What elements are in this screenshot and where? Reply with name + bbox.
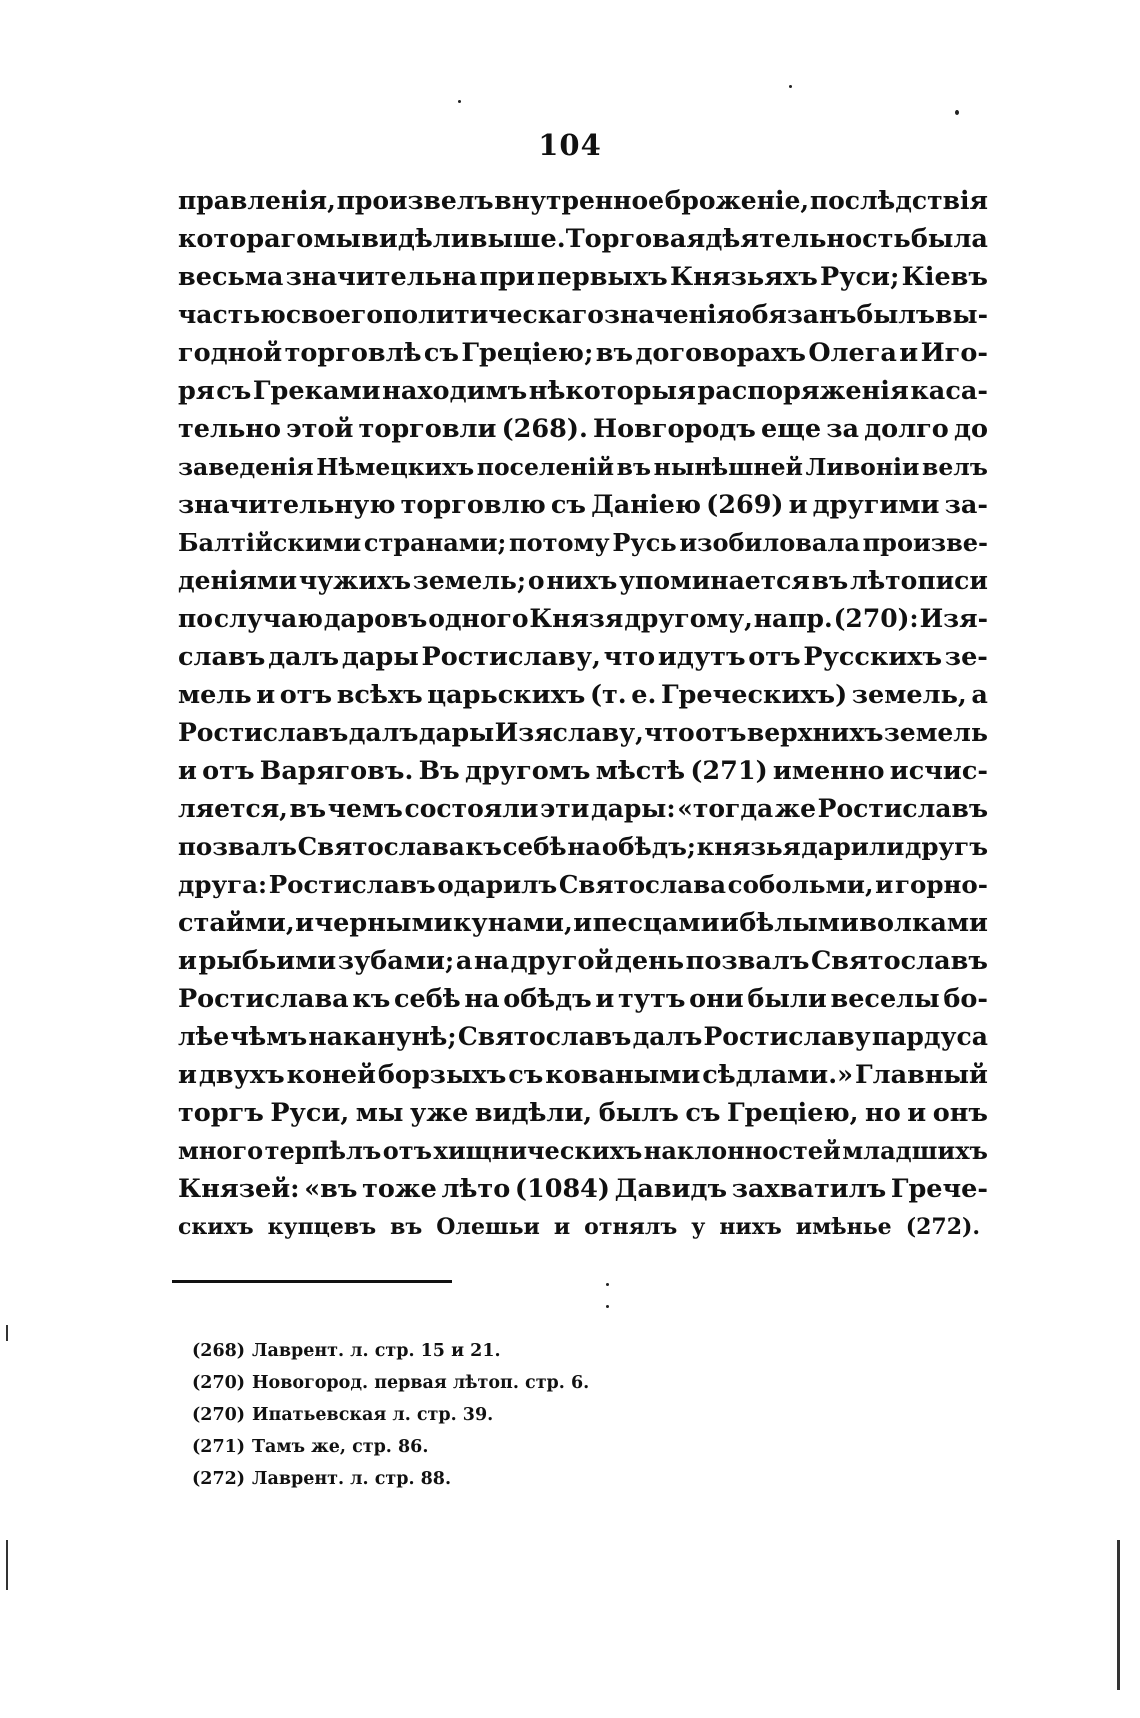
word: вы- xyxy=(935,300,988,329)
word: находимъ xyxy=(382,376,528,406)
word: себѣ xyxy=(394,984,461,1014)
word: Ростиславъ xyxy=(268,870,436,899)
text-line xyxy=(178,1132,988,1170)
text-line xyxy=(178,638,988,676)
word: день xyxy=(614,946,685,976)
text-line xyxy=(178,1018,988,1056)
word: этой xyxy=(286,414,354,444)
word: Греческихъ) xyxy=(660,680,848,710)
text-line xyxy=(178,866,988,904)
word: на xyxy=(464,984,500,1014)
footnotes xyxy=(192,1335,792,1495)
footnote xyxy=(192,1431,792,1463)
word: въ xyxy=(616,453,651,481)
word: Греціею; xyxy=(461,338,594,368)
word: хищническихъ xyxy=(433,1136,643,1165)
word: рыбьими xyxy=(198,946,337,976)
word: Русь xyxy=(612,528,677,557)
text-line xyxy=(178,334,988,372)
word: волками xyxy=(859,908,988,938)
word: онъ xyxy=(932,1098,988,1128)
word: отъ xyxy=(748,642,801,672)
word: Руси; xyxy=(820,262,900,292)
word: каса- xyxy=(910,376,988,406)
word: внутренное xyxy=(494,186,665,215)
footnote xyxy=(192,1399,792,1431)
footnote-separator xyxy=(172,1280,452,1283)
word: одного xyxy=(428,604,529,633)
word: нѣкоторыя xyxy=(528,376,696,406)
word: Варяговъ. xyxy=(259,756,414,786)
word: купцевъ xyxy=(267,1214,377,1240)
word: распоряженія xyxy=(697,376,909,406)
word: бѣлыми xyxy=(739,908,859,938)
word: ляется, xyxy=(178,794,288,823)
word: годной xyxy=(178,338,283,368)
word: верхнихъ xyxy=(746,718,884,747)
word: скихъ xyxy=(178,1214,254,1240)
word: политическаго xyxy=(383,300,604,329)
word: позвалъ xyxy=(178,832,297,861)
word: исчис- xyxy=(889,756,988,786)
word: веселы xyxy=(830,984,940,1014)
word: первыхъ xyxy=(536,262,668,292)
word: заведенія xyxy=(178,453,314,481)
word: и xyxy=(899,338,919,368)
word: весьма xyxy=(178,262,284,292)
scan-speck xyxy=(606,1305,609,1308)
word: Князей: xyxy=(178,1174,300,1204)
word: торговли xyxy=(358,414,497,444)
text-line xyxy=(178,790,988,828)
text-line xyxy=(178,1056,988,1094)
word: Святославъ xyxy=(810,946,988,976)
word: Кіевъ xyxy=(901,262,988,292)
word: Греціею, xyxy=(727,1098,859,1128)
word: и xyxy=(553,1214,571,1240)
word: дѣятельность xyxy=(705,224,911,254)
word: что xyxy=(644,718,695,747)
word: значительную xyxy=(178,490,396,520)
word: собольми, xyxy=(727,870,874,899)
word: одарилъ xyxy=(437,870,558,899)
word: правленія, xyxy=(178,186,336,215)
word: далъ xyxy=(632,1022,703,1051)
text-line xyxy=(178,828,988,866)
text-line xyxy=(178,980,988,1018)
word: мѣстѣ xyxy=(595,756,686,786)
word: песцами xyxy=(592,908,720,938)
word: съ xyxy=(216,376,252,406)
word: обѣдъ; xyxy=(601,832,696,861)
word: Святослава xyxy=(558,870,727,899)
word: позвалъ xyxy=(685,946,810,976)
word: «тогда xyxy=(677,794,774,823)
footnote-ref: (268) xyxy=(192,1341,246,1361)
text-line xyxy=(178,676,988,714)
word: (269) xyxy=(706,490,784,520)
text-line xyxy=(178,524,988,562)
word: младшихъ xyxy=(842,1136,988,1165)
word: отъ xyxy=(202,756,255,786)
word: въ xyxy=(595,338,634,368)
text-line xyxy=(178,562,988,600)
word: Святославъ xyxy=(457,1022,632,1051)
word: за- xyxy=(944,490,988,520)
word: и xyxy=(178,946,197,976)
text-line xyxy=(178,600,988,638)
text-line xyxy=(178,410,988,448)
word: упоминается xyxy=(619,566,810,595)
word: по xyxy=(178,604,213,633)
word: они xyxy=(689,984,744,1014)
main-text xyxy=(178,182,988,1246)
word: Русскихъ xyxy=(803,642,943,672)
word: обязанъ xyxy=(735,300,857,329)
scan-speck xyxy=(955,110,959,115)
word: Ростиславу xyxy=(703,1022,871,1051)
word: произвелъ xyxy=(336,186,494,215)
word: была xyxy=(910,224,988,254)
word: и xyxy=(256,680,276,710)
footnote-ref: (270) xyxy=(192,1373,246,1393)
word: другъ xyxy=(905,832,988,861)
footnote-ref: (271) xyxy=(192,1437,246,1457)
word: отъ xyxy=(695,718,747,747)
word: деніями xyxy=(178,566,298,595)
word: отъ xyxy=(279,680,333,710)
word: съ xyxy=(423,338,459,368)
word: а xyxy=(971,680,988,710)
word: Князя xyxy=(529,604,624,633)
word: договорахъ xyxy=(635,338,806,368)
text-line xyxy=(178,1170,988,1208)
word: были xyxy=(747,984,827,1014)
word: Давидъ xyxy=(614,1174,728,1204)
text-line xyxy=(178,258,988,296)
word: именно xyxy=(772,756,885,786)
word: въ xyxy=(811,566,849,595)
word: бо- xyxy=(943,984,988,1014)
word: (272). xyxy=(905,1214,981,1240)
word: изобиловала xyxy=(679,528,860,557)
word: идутъ xyxy=(657,642,746,672)
word: ря xyxy=(178,376,215,406)
word: (т. xyxy=(589,680,627,710)
word: съ xyxy=(550,490,586,520)
word: поселеній xyxy=(476,453,614,481)
word: земель, xyxy=(851,680,967,710)
footnote-ref: (270) xyxy=(192,1405,246,1425)
word: Торговая xyxy=(565,224,706,254)
word: другому, xyxy=(624,604,753,633)
word: же xyxy=(774,794,817,823)
word: потому xyxy=(509,528,610,557)
word: (1084) xyxy=(514,1174,610,1204)
word: тоже xyxy=(362,1174,437,1204)
word: даровъ xyxy=(323,604,428,633)
word: себѣ xyxy=(502,832,567,861)
word: былъ xyxy=(856,300,936,329)
word: и xyxy=(178,1060,197,1090)
word: странами; xyxy=(363,528,507,557)
word: нихъ xyxy=(546,566,618,595)
word: кунами, xyxy=(452,908,573,938)
word: мы xyxy=(355,1098,404,1128)
word: стайми, xyxy=(178,908,295,938)
word: съ xyxy=(685,1098,721,1128)
word: Въ xyxy=(418,756,460,786)
word: Греками xyxy=(252,376,381,406)
word: зубами; xyxy=(337,946,455,976)
word: Ростиславъ xyxy=(178,718,349,747)
word: (268). xyxy=(501,414,588,444)
text-line xyxy=(178,904,988,942)
footnote-text: Лаврент. л. стр. 15 и 21. xyxy=(252,1341,501,1361)
word: значительна xyxy=(285,262,478,292)
word: «въ xyxy=(304,1174,358,1204)
word: случаю xyxy=(213,604,323,633)
footnote xyxy=(192,1463,792,1495)
text-line xyxy=(178,372,988,410)
word: Ливоніи xyxy=(805,453,920,481)
word: захватилъ xyxy=(731,1174,887,1204)
text-line xyxy=(178,220,988,258)
word: (270): xyxy=(833,604,919,633)
word: чѣмъ xyxy=(230,1022,308,1051)
text-line xyxy=(178,714,988,752)
word: былъ xyxy=(598,1098,679,1128)
word: котораго xyxy=(178,224,314,254)
word: торговлю xyxy=(400,490,546,520)
word: и xyxy=(875,870,894,899)
word: борзыхъ xyxy=(377,1060,507,1090)
word: Олешьи xyxy=(436,1214,540,1240)
word: земель xyxy=(883,718,988,747)
word: Балтійскими xyxy=(178,528,362,557)
word: торгъ xyxy=(178,1098,264,1128)
word: до xyxy=(953,414,988,444)
word: броженіе, xyxy=(664,186,810,215)
word: Иго- xyxy=(920,338,988,368)
word: Грече- xyxy=(890,1174,988,1204)
footnote-ref: (272) xyxy=(192,1469,246,1489)
word: коваными xyxy=(545,1060,701,1090)
word: Ростислава xyxy=(178,984,349,1014)
word: всѣхъ xyxy=(336,680,423,710)
word: пардуса xyxy=(871,1022,988,1051)
word: Ростиславъ xyxy=(817,794,988,823)
word: въ xyxy=(390,1214,423,1240)
scan-edge-mark xyxy=(6,1540,8,1590)
word: е. xyxy=(631,680,657,710)
word: Ростиславу, xyxy=(421,642,601,672)
text-line xyxy=(178,486,988,524)
word: дары: xyxy=(590,794,676,823)
word: долго xyxy=(864,414,949,444)
word: наклонностей xyxy=(643,1136,841,1165)
word: напр. xyxy=(753,604,833,633)
text-line xyxy=(178,1094,988,1132)
word: Олега xyxy=(808,338,897,368)
word: при xyxy=(479,262,535,292)
word: лѣтописи xyxy=(849,566,988,595)
footnote-text: Ипатьевская л. стр. 39. xyxy=(252,1405,494,1425)
word: терпѣлъ xyxy=(264,1136,382,1165)
word: горно- xyxy=(894,870,988,899)
text-line xyxy=(178,942,988,980)
word: еще xyxy=(761,414,822,444)
word: мель xyxy=(178,680,252,710)
scan-speck xyxy=(458,100,461,103)
word: другими xyxy=(812,490,940,520)
footnote-text: Новогород. первая лѣтоп. стр. 6. xyxy=(252,1373,590,1393)
word: что xyxy=(603,642,656,672)
word: и xyxy=(788,490,808,520)
word: о xyxy=(527,566,545,595)
text-line xyxy=(178,448,988,486)
word: далъ xyxy=(348,718,419,747)
word: торговлѣ xyxy=(284,338,422,368)
word: Изяславу, xyxy=(494,718,644,747)
word: и xyxy=(595,984,615,1014)
word: тельно xyxy=(178,414,281,444)
word: Князьяхъ xyxy=(669,262,818,292)
word: состояли xyxy=(404,794,539,823)
word: чемъ xyxy=(327,794,403,823)
scan-edge-mark xyxy=(1117,1540,1120,1690)
word: имѣнье xyxy=(795,1214,892,1240)
word: и xyxy=(573,908,593,938)
scan-speck xyxy=(606,1283,609,1286)
word: а xyxy=(455,946,473,976)
page-number: 104 xyxy=(538,128,602,162)
text-line xyxy=(178,296,988,334)
word: обѣдъ xyxy=(503,984,592,1014)
scan-edge-mark xyxy=(6,1325,8,1341)
word: Изя- xyxy=(919,604,988,633)
text-line xyxy=(178,182,988,220)
word: произве- xyxy=(862,528,988,557)
word: земель; xyxy=(412,566,527,595)
word: на xyxy=(567,832,602,861)
word: черными xyxy=(314,908,453,938)
word: къ xyxy=(465,832,502,861)
word: другой xyxy=(510,946,614,976)
word: лѣто xyxy=(441,1174,511,1204)
footnote xyxy=(192,1335,792,1367)
word: дарили xyxy=(801,832,905,861)
text-line xyxy=(178,752,988,790)
word: къ xyxy=(352,984,391,1014)
word: чужихъ xyxy=(298,566,412,595)
word: мы xyxy=(313,224,362,254)
word: князья xyxy=(696,832,801,861)
word: и xyxy=(719,908,739,938)
word: у xyxy=(691,1214,706,1240)
word: друга: xyxy=(178,870,268,899)
word: и xyxy=(907,1098,927,1128)
word: сѣдлами.» xyxy=(702,1060,854,1090)
word: Святослава xyxy=(297,832,465,861)
word: уже xyxy=(410,1098,469,1128)
word: Нѣмецкихъ xyxy=(316,453,475,481)
word: въ xyxy=(289,794,327,823)
word: съ xyxy=(508,1060,544,1090)
word: царьскихъ xyxy=(427,680,586,710)
text-line xyxy=(178,1208,988,1246)
word: значенія xyxy=(604,300,735,329)
word: Главный xyxy=(855,1060,988,1090)
word: другомъ xyxy=(464,756,591,786)
footnote xyxy=(192,1367,792,1399)
scan-speck xyxy=(789,85,792,88)
word: дары xyxy=(341,642,419,672)
footnote-text: Тамъ же, стр. 86. xyxy=(252,1437,429,1457)
word: далъ xyxy=(268,642,340,672)
word: своего xyxy=(285,300,384,329)
word: послѣдствія xyxy=(809,186,988,215)
word: (271) xyxy=(690,756,768,786)
word: видѣли xyxy=(361,224,470,254)
word: двухъ xyxy=(198,1060,285,1090)
word: нынѣшней xyxy=(653,453,803,481)
word: Даніею xyxy=(591,490,702,520)
word: частью xyxy=(178,300,286,329)
word: лѣе xyxy=(178,1022,230,1051)
word: видѣли, xyxy=(474,1098,593,1128)
footnote-text: Лаврент. л. стр. 88. xyxy=(252,1469,452,1489)
word: много xyxy=(178,1136,264,1165)
word: Руси, xyxy=(270,1098,350,1128)
word: за xyxy=(826,414,860,444)
word: славъ xyxy=(178,642,266,672)
word: коней xyxy=(286,1060,376,1090)
word: и xyxy=(295,908,315,938)
word: наканунѣ; xyxy=(308,1022,457,1051)
word: и xyxy=(178,756,197,786)
word: эти xyxy=(540,794,590,823)
word: на xyxy=(473,946,510,976)
word: зе- xyxy=(944,642,988,672)
word: отъ xyxy=(382,1136,433,1165)
word: тутъ xyxy=(617,984,686,1014)
word: но xyxy=(865,1098,901,1128)
word: дары xyxy=(418,718,495,747)
word: велъ xyxy=(922,453,988,481)
word: отнялъ xyxy=(584,1214,678,1240)
word: нихъ xyxy=(719,1214,782,1240)
word: Новгородъ xyxy=(593,414,756,444)
word: выше. xyxy=(469,224,566,254)
